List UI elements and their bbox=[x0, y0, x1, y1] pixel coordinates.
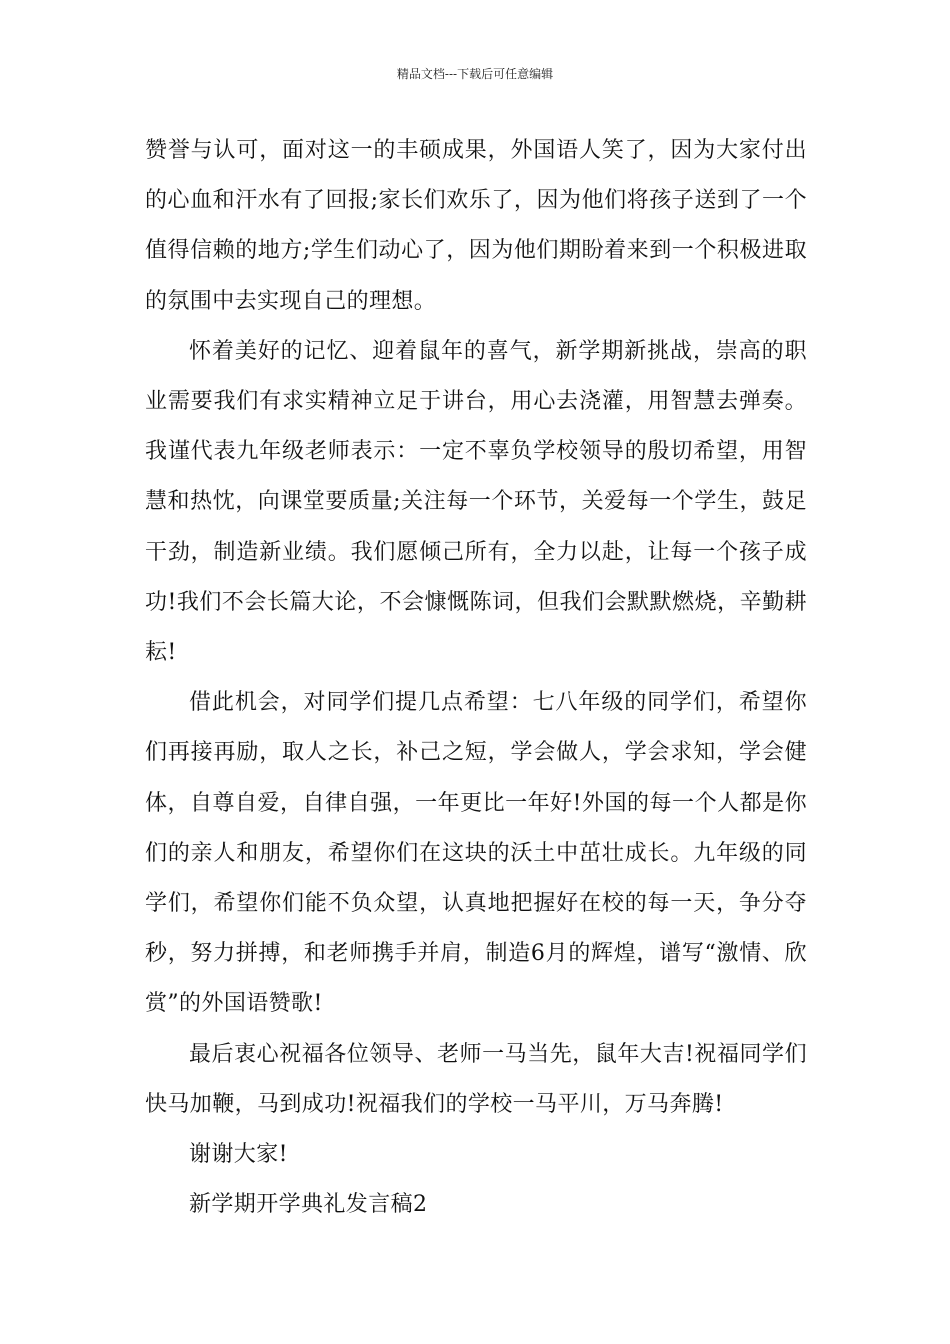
page-header: 精品文档---下载后可任意编辑 bbox=[396, 67, 554, 81]
paragraph-closing: 谢谢大家! bbox=[189, 1142, 288, 1168]
paragraph-2: 怀着美好的记忆、迎着鼠年的喜气，新学期新挑战，崇高的职业需要我们有求实精神立足于讲台，用心去浇灌，用智慧去弹奏。我谨代表九年级老师表示：一定不辜负学校领导的殷切希望，用智慧和热忱，向课堂要质量;关注每一个环节，关爱每一个学生，鼓足干劲，制造新业绩。我们愿倾己所有，全力以赴，让每一个孩子成功!我们不会长篇大论，不会慷慨陈词，但我们会默默燃烧，辛勤耕耘! bbox=[145, 338, 807, 666]
paragraph-3: 借此机会，对同学们提几点希望：七八年级的同学们，希望你们再接再励，取人之长，补己之短，学会做人，学会求知，学会健体，自尊自爱，自律自强，一年更比一年好!外国的每一个人都是你们的亲人和朋友，希望你们在这块的沃土中茁壮成长。九年级的同学们，希望你们能不负众望，认真地把握好在校的每一天，争分夺秒，努力拼搏，和老师携手并肩，制造6月的辉煌，谱写“激情、欣赏”的外国语赞歌! bbox=[145, 690, 807, 1017]
paragraph-4: 最后衷心祝福各位领导、老师一马当先，鼠年大吉!祝福同学们快马加鞭，马到成功!祝福我们的学校一马平川，万马奔腾! bbox=[145, 1041, 807, 1117]
next-section-title: 新学期开学典礼发言稿2 bbox=[189, 1192, 428, 1218]
document-body bbox=[145, 126, 807, 1230]
paragraph-1: 赞誉与认可，面对这一的丰硕成果，外国语人笑了，因为大家付出的心血和汗水有了回报;家长们欢乐了，因为他们将孩子送到了一个值得信赖的地方;学生们动心了，因为他们期盼着来到一个积极进取的氛围中去实现自己的理想。 bbox=[145, 138, 807, 314]
